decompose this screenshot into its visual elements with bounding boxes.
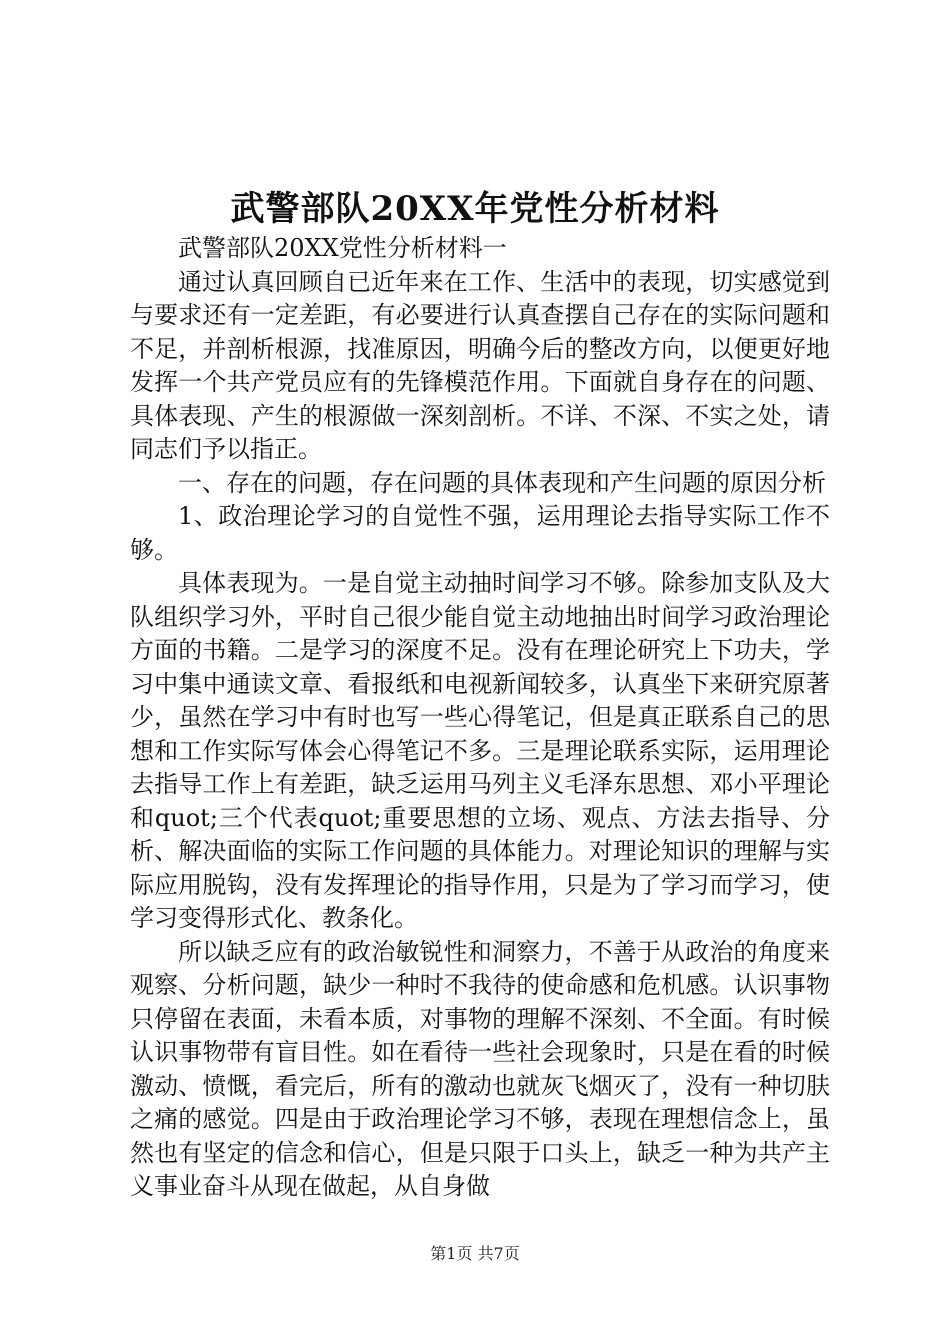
problem-heading: 一、存在的问题，存在问题的具体表现和产生问题的原因分析 bbox=[178, 468, 826, 497]
section-heading: 武警部队20XX党性分析材料一 bbox=[178, 234, 507, 262]
problem-item-1: 1、政治理论学习的自觉性不强，运用理论去指导实际工作不够。 bbox=[130, 502, 830, 564]
document-title: 武警部队20XX年党性分析材料 bbox=[230, 189, 720, 229]
analysis-paragraph: 所以缺乏应有的政治敏锐性和洞察力，不善于从政治的角度来观察、分析问题，缺少一种时不我待的使命感和危机感。认识事物只停留在表面，未看本质，对事物的理解不深刻、不全面。有时候认识事物带有盲目性。如在看待一些社会现象时，只是在看的时候激动、愤慨，看完后，所有的激动也就灰飞烟灭了，没有一种切肤之痛的感觉。四是由于政治理论学习不够，表现在理想信念上，虽然也有坚定的信念和信心，但是只限于口头上，缺乏一种为共产主义事业奋斗从现在做起，从自身做 bbox=[130, 937, 830, 1200]
intro-paragraph: 通过认真回顾自已近年来在工作、生活中的表现，切实感觉到与要求还有一定差距，有必要进行认真查摆自己存在的实际问题和不足，并剖析根源，找准原因，明确今后的整改方向，以便更好地发挥一个共产党员应有的先锋模范作用。下面就自身存在的问题、具体表现、产生的根源做一深刻剖析。不详、不深、不实之处，请同志们予以指正。 bbox=[130, 267, 830, 463]
details-paragraph: 具体表现为。一是自觉主动抽时间学习不够。除参加支队及大队组织学习外，平时自己很少能自觉主动地抽出时间学习政治理论方面的书籍。二是学习的深度不足。没有在理论研究上下功夫，学习中集中通读文章、看报纸和电视新闻较多，认真坐下来研究原著少，虽然在学习中有时也写一些心得笔记，但是真正联系自己的思想和工作实际写体会心得笔记不多。三是理论联系实际，运用理论去指导工作上有差距，缺乏运用马列主义毛泽东思想、邓小平理论和quot;三个代表quot;重要思想的立场、观点、方法去指导、分析、解决面临的实际工作问题的具体能力。对理论知识的理解与实际应用脱钩，没有发挥理论的指导作用，只是为了学习而学习，使学习变得形式化、教条化。 bbox=[130, 569, 830, 932]
page-number: 第1页 共7页 bbox=[430, 1244, 520, 1263]
document-body bbox=[130, 232, 830, 1204]
